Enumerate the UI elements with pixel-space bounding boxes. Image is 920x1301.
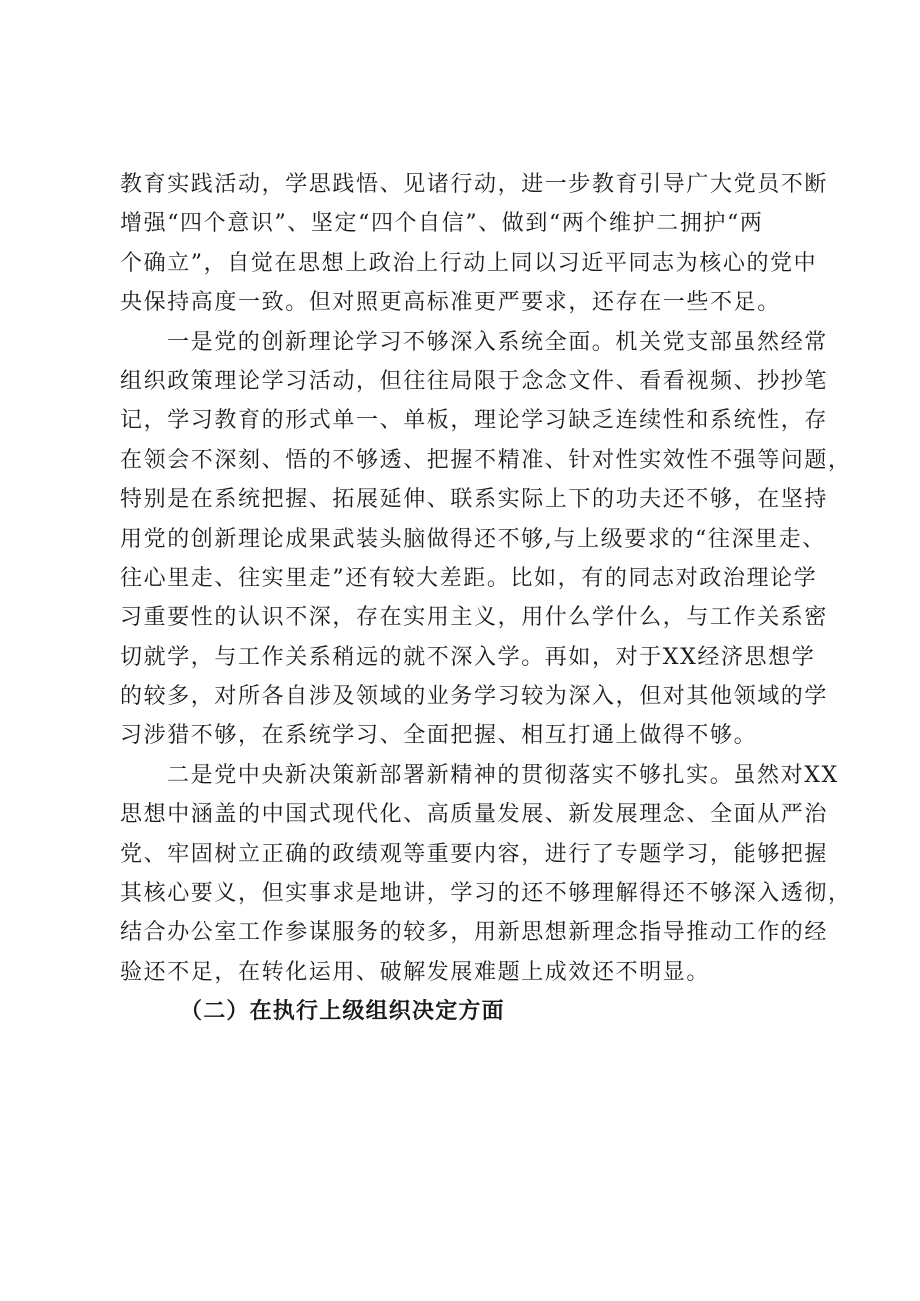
- text-line: 验还不足，在转化运用、破解发展难题上成效还不明显。: [120, 959, 711, 985]
- text-line: 习涉猎不够，在系统学习、全面把握、相互打通上做得不够。: [120, 723, 758, 749]
- text-line: 记，学习教育的形式单一、单板，理论学习缺乏连续性和系统性，存: [120, 408, 829, 434]
- text-line: 在领会不深刻、悟的不够透、把握不精准、针对性实效性不强等问题，: [120, 447, 852, 473]
- text-line: 切就学，与工作关系稍远的就不深入学。再如，对于XX经济思想学: [120, 644, 816, 670]
- text-line: 个确立”，自觉在思想上政治上行动上同以习近平同志为核心的党中: [120, 250, 818, 276]
- document-body: [120, 165, 852, 1032]
- text-line: 二是党中央新决策新部署新精神的贯彻落实不够扎实。虽然对XX: [167, 762, 839, 788]
- text-line: 用党的创新理论成果武装头脑做得还不够,与上级要求的“往深里走、: [120, 526, 826, 552]
- paragraph-two: [120, 756, 852, 992]
- text-line: 央保持高度一致。但对照更高标准更严要求，还存在一些不足。: [120, 290, 781, 316]
- text-line: 特别是在系统把握、拓展延伸、联系实际上下的功夫还不够，在坚持: [120, 487, 829, 513]
- text-line: 结合办公室工作参谋服务的较多，用新思想新理念指导推动工作的经: [120, 920, 829, 946]
- text-line: 思想中涵盖的中国式现代化、高质量发展、新发展理念、全面从严治: [120, 802, 829, 828]
- text-line: 一是党的创新理论学习不够深入系统全面。机关党支部虽然经常: [167, 329, 828, 355]
- text-line: 增强“四个意识”、坚定“四个自信”、做到“两个维护二拥护“两: [120, 211, 764, 237]
- paragraph-intro: [120, 165, 830, 323]
- paragraph-one: [120, 323, 852, 756]
- text-line: 习重要性的认识不深，存在实用主义，用什么学什么，与工作关系密: [120, 605, 829, 631]
- section-heading: （二）在执行上级组织决定方面: [180, 999, 505, 1025]
- text-line: 往心里走、往实里走”还有较大差距。比如，有的同志对政治理论学: [120, 565, 818, 591]
- text-line: 其核心要义，但实事求是地讲，学习的还不够理解得还不够深入透彻，: [120, 881, 852, 907]
- text-line: 教育实践活动，学思践悟、见诸行动，进一步教育引导广大党员不断: [120, 172, 829, 197]
- text-line: 的较多，对所各自涉及领域的业务学习较为深入，但对其他领域的学: [120, 684, 829, 710]
- text-line: 组织政策理论学习活动，但往往局限于念念文件、看看视频、抄抄笔: [120, 368, 829, 394]
- text-line: 党、牢固树立正确的政绩观等重要内容，进行了专题学习，能够把握: [120, 841, 829, 867]
